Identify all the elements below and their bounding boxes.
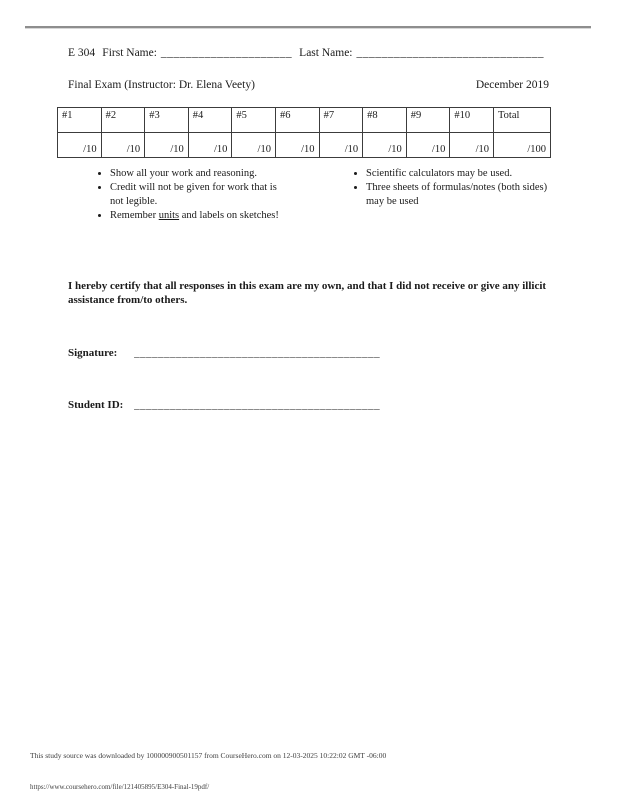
exam-title-row [68, 79, 549, 91]
instruction-text: Show all your work and reasoning. [110, 168, 257, 179]
score-col-header-total: Total [494, 108, 551, 133]
first-name-blank-line: _____________________ [160, 47, 293, 59]
instructions-left-column [88, 167, 292, 223]
course-code: E 304 [68, 47, 96, 59]
score-col-header: #7 [319, 108, 363, 133]
score-cell: /10 [450, 133, 494, 158]
source-url-link[interactable]: https://www.coursehero.com/file/121405895/E304-Final-19pdf/ [30, 783, 210, 791]
score-col-header: #2 [101, 108, 145, 133]
score-col-header: #1 [58, 108, 102, 133]
last-name-blank-line: ______________________________ [356, 47, 544, 59]
score-col-header: #5 [232, 108, 276, 133]
header-name-row [68, 47, 551, 59]
score-col-header: #8 [363, 108, 407, 133]
exam-title: Final Exam (Instructor: Dr. Elena Veety) [68, 79, 255, 91]
instruction-item [366, 181, 556, 209]
score-cell: /10 [275, 133, 319, 158]
score-cell: /10 [319, 133, 363, 158]
instructions-right-list [344, 167, 556, 209]
score-cell: /10 [188, 133, 232, 158]
instruction-text-post: and labels on sketches! [179, 210, 279, 221]
score-table [57, 107, 551, 158]
signature-label: Signature: [68, 347, 118, 359]
instruction-item [110, 181, 292, 209]
signature-blank-line: _________________________________________ [134, 347, 381, 359]
page-top-divider [25, 26, 591, 29]
score-cell: /10 [232, 133, 276, 158]
score-cell-total: /100 [494, 133, 551, 158]
instruction-item [366, 167, 556, 181]
score-cell: /10 [145, 133, 189, 158]
score-cell: /10 [363, 133, 407, 158]
student-id-label: Student ID: [68, 399, 124, 411]
score-col-header: #10 [450, 108, 494, 133]
instruction-text: Credit will not be given for work that is not legible. [110, 182, 277, 207]
instruction-item [110, 167, 292, 181]
signature-row [68, 347, 380, 359]
score-cell: /10 [406, 133, 450, 158]
score-table-header-row [58, 108, 551, 133]
score-cell: /10 [101, 133, 145, 158]
instructions-right-column [344, 167, 556, 209]
instruction-text-underlined: units [158, 210, 180, 221]
student-id-blank-line: _________________________________________ [134, 399, 381, 411]
score-col-header: #9 [406, 108, 450, 133]
instruction-text-pre: Remember [110, 210, 159, 221]
instructions-left-list [88, 167, 292, 223]
instruction-item [110, 209, 292, 223]
certification-statement: I hereby certify that all responses in this exam are my own, and that I did not receive or give any illicit assistance from/to others. [68, 280, 547, 306]
last-name-label: Last Name: [299, 47, 353, 59]
instruction-text: Three sheets of formulas/notes (both sides) may be used [366, 182, 548, 207]
score-cell: /10 [58, 133, 102, 158]
first-name-label: First Name: [102, 47, 157, 59]
exam-date: December 2019 [475, 79, 549, 91]
download-notice: This study source was downloaded by 100000900501157 from CourseHero.com on 12-03-2025 10:22:02 GMT -06:00 [30, 751, 387, 760]
score-table-values-row [58, 133, 551, 158]
student-id-row [68, 399, 380, 411]
score-col-header: #6 [275, 108, 319, 133]
score-col-header: #3 [145, 108, 189, 133]
score-col-header: #4 [188, 108, 232, 133]
instruction-text: Scientific calculators may be used. [366, 168, 513, 179]
